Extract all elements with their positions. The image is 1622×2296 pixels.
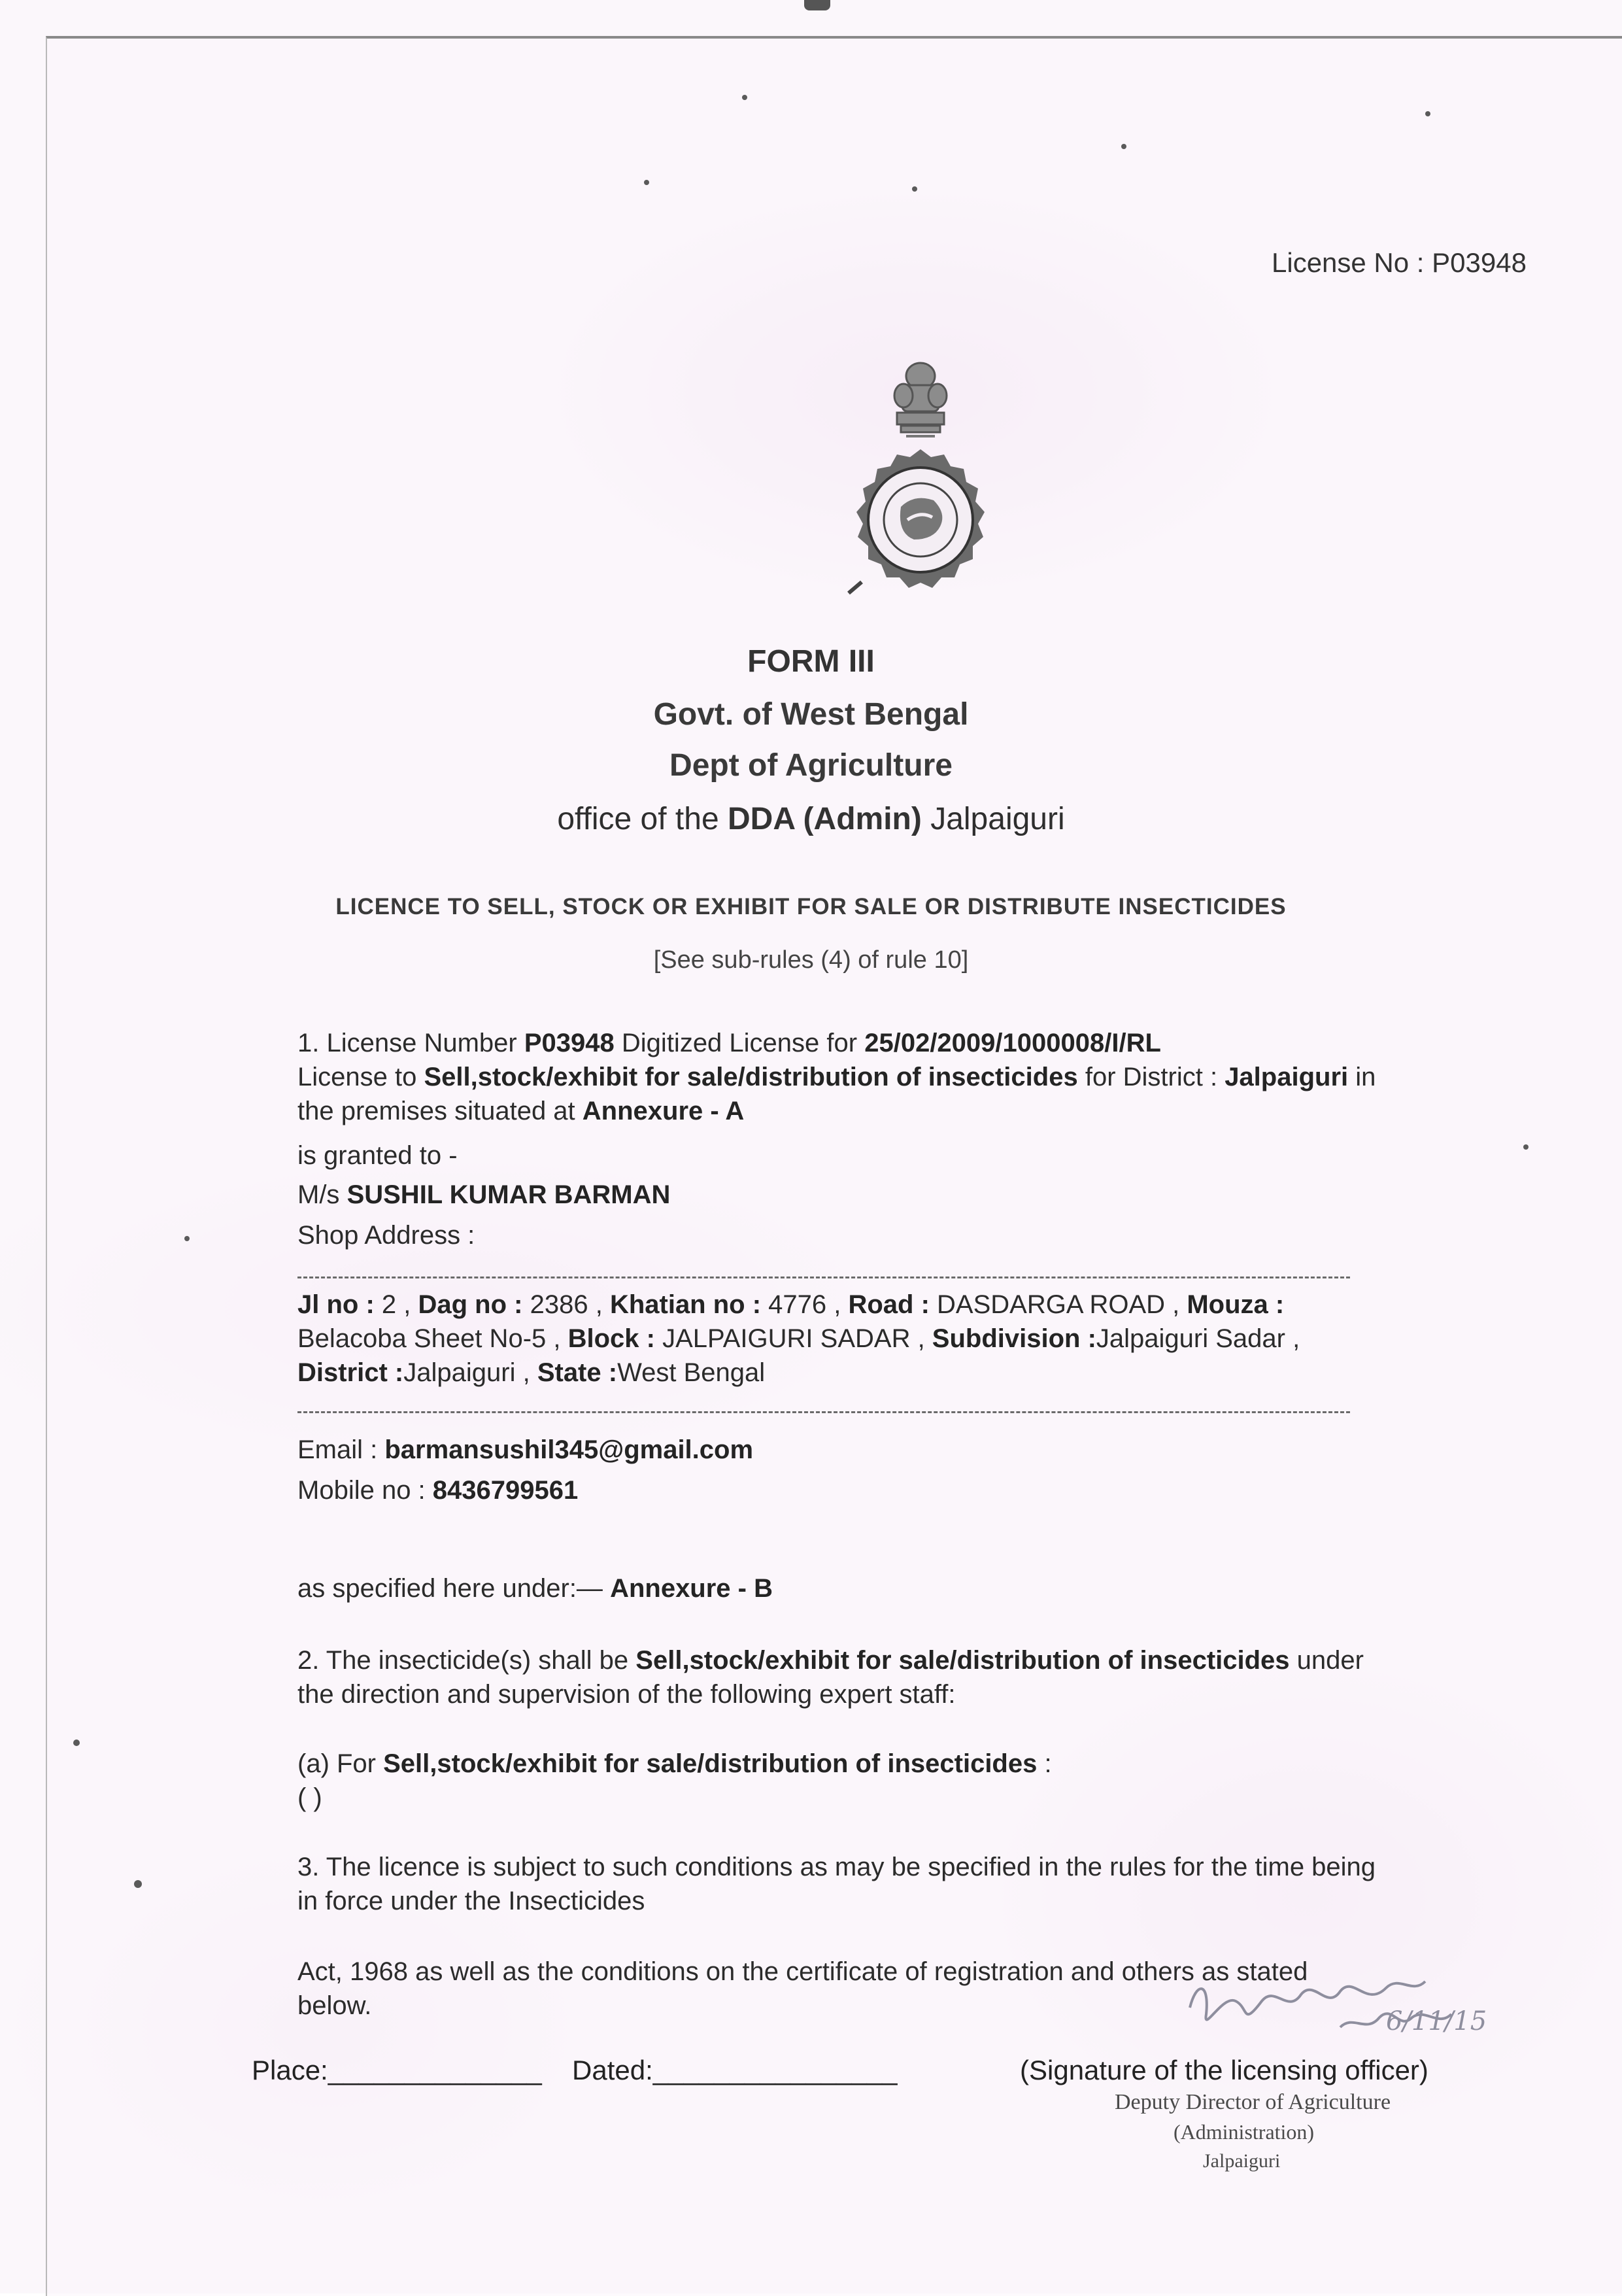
- licence-heading: LICENCE TO SELL, STOCK OR EXHIBIT FOR SALE OR DISTRIBUTE INSECTICIDES: [335, 894, 1287, 919]
- granted-to-line: is granted to -: [297, 1141, 458, 1170]
- license-activity-line: License to Sell,stock/exhibit for sale/distribution of insecticides for District : Jalpaiguri in: [297, 1063, 1376, 1091]
- licensee-name: M/s SUSHIL KUMAR BARMAN: [297, 1180, 671, 1209]
- address-divider-top: [297, 1277, 1350, 1278]
- email-line: Email : barmansushil345@gmail.com: [297, 1435, 754, 1464]
- section-3-line-2: in force under the Insecticides: [297, 1887, 645, 1915]
- license-number-line: 1. License Number P03948 Digitized License for 25/02/2009/1000008/I/RL: [297, 1029, 1161, 1057]
- expert-staff: ( ): [297, 1783, 322, 1812]
- state-emblem-icon: [829, 356, 1012, 605]
- section-2a-line: (a) For Sell,stock/exhibit for sale/distribution of insecticides :: [297, 1749, 1052, 1778]
- office-name: office of the DDA (Admin) Jalpaiguri: [557, 802, 1065, 836]
- dated-field: Dated:________________: [572, 2055, 898, 2085]
- signature-date: 6/11/15: [1386, 2006, 1487, 2036]
- shop-address-label: Shop Address :: [297, 1221, 475, 1250]
- address-divider-bottom: [297, 1411, 1350, 1413]
- rules-reference: [See sub-rules (4) of rule 10]: [653, 946, 969, 974]
- government-name: Govt. of West Bengal: [653, 697, 969, 732]
- section-3-line-1: 3. The licence is subject to such conditions as may be specified in the rules for the time being: [297, 1853, 1376, 1881]
- place-field: Place:______________: [252, 2055, 542, 2085]
- section-3-line-4: below.: [297, 1991, 372, 2020]
- scan-mark: [804, 0, 830, 10]
- address-line-2: Belacoba Sheet No-5 , Block : JALPAIGURI SADAR , Subdivision :Jalpaiguri Sadar ,: [297, 1324, 1300, 1353]
- officer-stamp-line-3: Jalpaiguri: [1203, 2150, 1281, 2172]
- department-name: Dept of Agriculture: [669, 748, 953, 783]
- premises-line: the premises situated at Annexure - A: [297, 1097, 745, 1125]
- license-number-header: License No : P03948: [1272, 247, 1527, 278]
- handwritten-signature: [1177, 1955, 1478, 2053]
- section-2-line-1: 2. The insecticide(s) shall be Sell,stock/exhibit for sale/distribution of insecticides under: [297, 1646, 1364, 1675]
- address-line-1: Jl no : 2 , Dag no : 2386 , Khatian no : 4776 , Road : DASDARGA ROAD , Mouza :: [297, 1290, 1285, 1319]
- mobile-line: Mobile no : 8436799561: [297, 1476, 579, 1505]
- form-title: FORM III: [747, 644, 875, 679]
- officer-stamp-line-1: Deputy Director of Agriculture: [1115, 2090, 1391, 2114]
- specified-line: as specified here under:— Annexure - B: [297, 1574, 773, 1603]
- section-3-line-3: Act, 1968 as well as the conditions on the certificate of registration and others as stated: [297, 1957, 1308, 1986]
- section-2-line-2: the direction and supervision of the following expert staff:: [297, 1680, 956, 1709]
- officer-stamp-line-2: (Administration): [1174, 2120, 1315, 2144]
- signature-caption: (Signature of the licensing officer): [1020, 2055, 1428, 2085]
- address-line-3: District :Jalpaiguri , State :West Bengal: [297, 1358, 766, 1387]
